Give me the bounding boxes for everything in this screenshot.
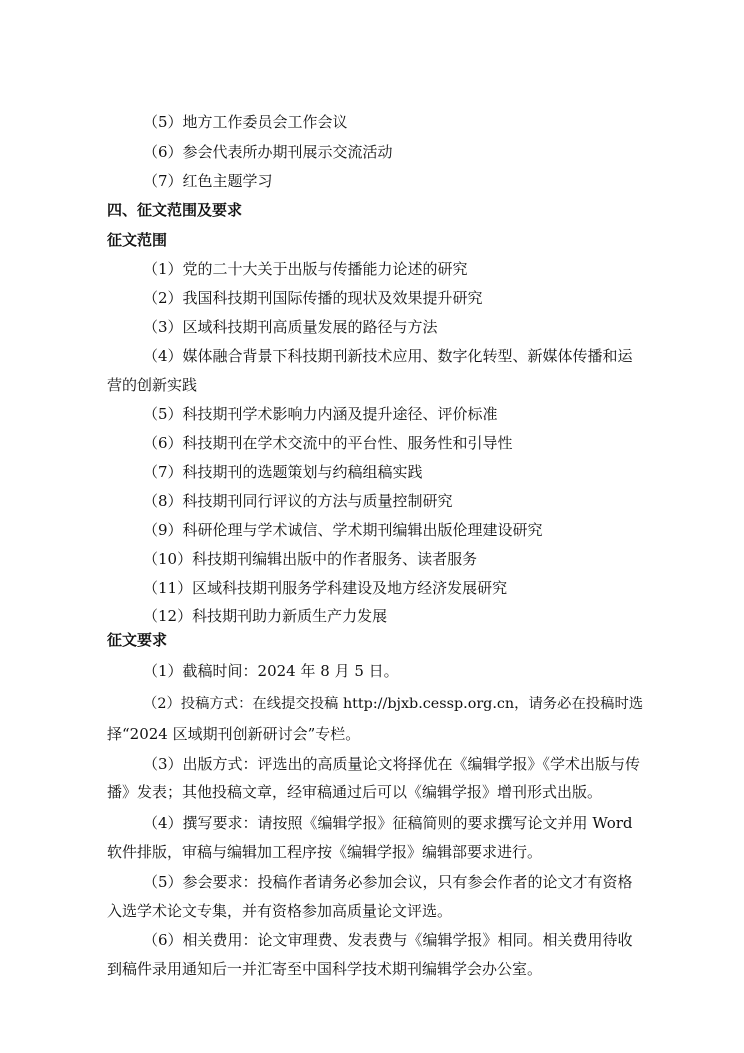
requirements-heading: 征文要求 bbox=[107, 631, 168, 649]
requirement-line-continuation: 软件排版，审稿与编辑加工程序按《编辑学报》编辑部要求进行。 bbox=[107, 843, 543, 861]
scope-item: （9）科研伦理与学术诚信、学术期刊编辑出版伦理建设研究 bbox=[143, 521, 543, 539]
scope-item: （2）我国科技期刊国际传播的现状及效果提升研究 bbox=[143, 289, 483, 307]
scope-item: （6）科技期刊在学术交流中的平台性、服务性和引导性 bbox=[143, 434, 513, 452]
activity-item: （7）红色主题学习 bbox=[143, 172, 273, 190]
requirement-line-continuation: 择“2024 区域期刊创新研讨会”专栏。 bbox=[107, 725, 361, 743]
scope-item: （10）科技期刊编辑出版中的作者服务、读者服务 bbox=[143, 550, 478, 568]
scope-item: （7）科技期刊的选题策划与约稿组稿实践 bbox=[143, 463, 423, 481]
requirement-line: （4）撰写要求：请按照《编辑学报》征稿简则的要求撰写论文并用 Word bbox=[143, 814, 633, 832]
scope-item: （8）科技期刊同行评议的方法与质量控制研究 bbox=[143, 492, 453, 510]
activity-item: （5）地方工作委员会工作会议 bbox=[143, 113, 348, 131]
requirement-line: （3）出版方式：评选出的高质量论文将择优在《编辑学报》《学术出版与传 bbox=[143, 755, 641, 773]
requirement-line-continuation: 到稿件录用通知后一并汇寄至中国科学技术期刊编辑学会办公室。 bbox=[107, 960, 543, 978]
requirement-line-continuation: 播》发表；其他投稿文章，经审稿通过后可以《编辑学报》增刊形式出版。 bbox=[107, 783, 603, 801]
requirement-line: （1）截稿时间：2024 年 8 月 5 日。 bbox=[143, 662, 399, 680]
requirement-line: （2）投稿方式：在线提交投稿 http://bjxb.cessp.org.cn，请务必在投稿时选 bbox=[143, 696, 644, 712]
requirement-line: （5）参会要求：投稿作者请务必参加会议，只有参会作者的论文才有资格 bbox=[143, 873, 633, 891]
section-heading: 四、征文范围及要求 bbox=[107, 201, 243, 219]
requirement-line: （6）相关费用：论文审理费、发表费与《编辑学报》相同。相关费用待收 bbox=[143, 931, 633, 949]
scope-item: （11）区域科技期刊服务学科建设及地方经济发展研究 bbox=[143, 579, 508, 597]
scope-item: （5）科技期刊学术影响力内涵及提升途径、评价标准 bbox=[143, 405, 498, 423]
scope-item-continuation: 营的创新实践 bbox=[107, 376, 198, 394]
scope-item: （1）党的二十大关于出版与传播能力论述的研究 bbox=[143, 260, 468, 278]
scope-item: （12）科技期刊助力新质生产力发展 bbox=[143, 607, 388, 625]
scope-item: （3）区域科技期刊高质量发展的路径与方法 bbox=[143, 318, 438, 336]
scope-item: （4）媒体融合背景下科技期刊新技术应用、数字化转型、新媒体传播和运 bbox=[143, 347, 633, 365]
activity-item: （6）参会代表所办期刊展示交流活动 bbox=[143, 143, 393, 161]
requirement-line-continuation: 入选学术论文专集，并有资格参加高质量论文评选。 bbox=[107, 902, 453, 920]
scope-heading: 征文范围 bbox=[107, 231, 168, 249]
